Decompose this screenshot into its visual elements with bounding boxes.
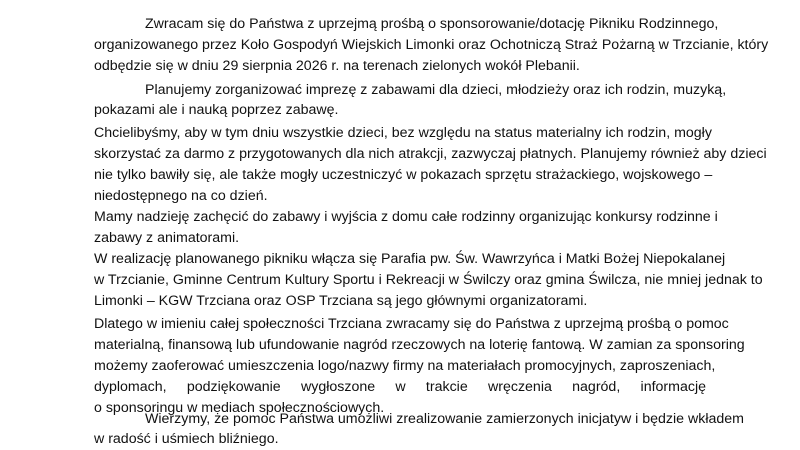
paragraph-3-line-1: Chcielibyśmy, aby w tym dniu wszystkie dzieci, bez względu na status materialny ich rodzin, mogły: [94, 125, 712, 141]
paragraph-1-line-3: odbędzie się w dniu 29 sierpnia 2026 r. na terenach zielonych wokół Plebanii.: [94, 58, 580, 74]
paragraph-4-line-1: Mamy nadzieję zachęcić do zabawy i wyjścia z domu całe rodzinny organizując konkursy rodzinne i: [94, 209, 718, 225]
paragraph-7-line-2: w radość i uśmiech bliźniego.: [94, 431, 279, 447]
paragraph-3-line-4: niedostępnego na co dzień.: [94, 188, 268, 204]
paragraph-2-line-2: pokazami ale i nauką poprzez zabawę.: [94, 102, 339, 118]
paragraph-2-line-1: Planujemy zorganizować imprezę z zabawami dla dzieci, młodzieży oraz ich rodzin, muzyką,: [145, 82, 727, 98]
paragraph-6-line-4: dyplomach, podziękowanie wygłoszone w trakcie wręczenia nagród, informację: [94, 379, 706, 395]
paragraph-5-line-2: w Trzcianie, Gminne Centrum Kultury Sportu i Rekreacji w Świlczy oraz gmina Świlcza, nie mniej jednak to: [94, 272, 763, 288]
paragraph-6-line-3: możemy zaoferować umieszczenia logo/nazwy firmy na materiałach promocyjnych, zaproszeniach,: [94, 358, 716, 374]
paragraph-5-line-3: Limonki – KGW Trzciana oraz OSP Trzciana są jego głównymi organizatorami.: [94, 293, 588, 309]
paragraph-1-line-1: Zwracam się do Państwa z uprzejmą prośbą o sponsorowanie/dotację Pikniku Rodzinnego,: [145, 16, 719, 32]
paragraph-6-line-5: o sponsoringu w mediach społecznościowych.: [94, 400, 385, 416]
paragraph-6-line-1: Dlatego w imieniu całej społeczności Trzciana zwracamy się do Państwa z uprzejmą prośbą o pomoc: [94, 316, 729, 332]
paragraph-7-line-1: Wierzymy, że pomoc Państwa umożliwi zrealizowanie zamierzonych inicjatyw i będzie wkładem: [145, 411, 744, 427]
paragraph-5-line-1: W realizację planowanego pikniku włącza się Parafia pw. Św. Wawrzyńca i Matki Bożej Niepokalanej: [94, 251, 726, 267]
paragraph-3-line-2: skorzystać za darmo z przygotowanych dla nich atrakcji, zazwyczaj płatnych. Planujemy również aby dzieci: [94, 146, 767, 162]
paragraph-4-line-2: zabawy z animatorami.: [94, 230, 240, 246]
paragraph-1-line-2: organizowanego przez Koło Gospodyń Wiejskich Limonki oraz Ochotniczą Straż Pożarną w Trzcianie, który: [94, 37, 769, 53]
paragraph-6-line-2: materialną, finansową lub ufundowanie nagród rzeczowych na loterię fantową. W zamian za sponsoring: [94, 337, 745, 353]
paragraph-3-line-3: nie tylko bawiły się, ale także mogły uczestniczyć w pokazach sprzętu strażackiego, wojskowego –: [94, 167, 713, 183]
